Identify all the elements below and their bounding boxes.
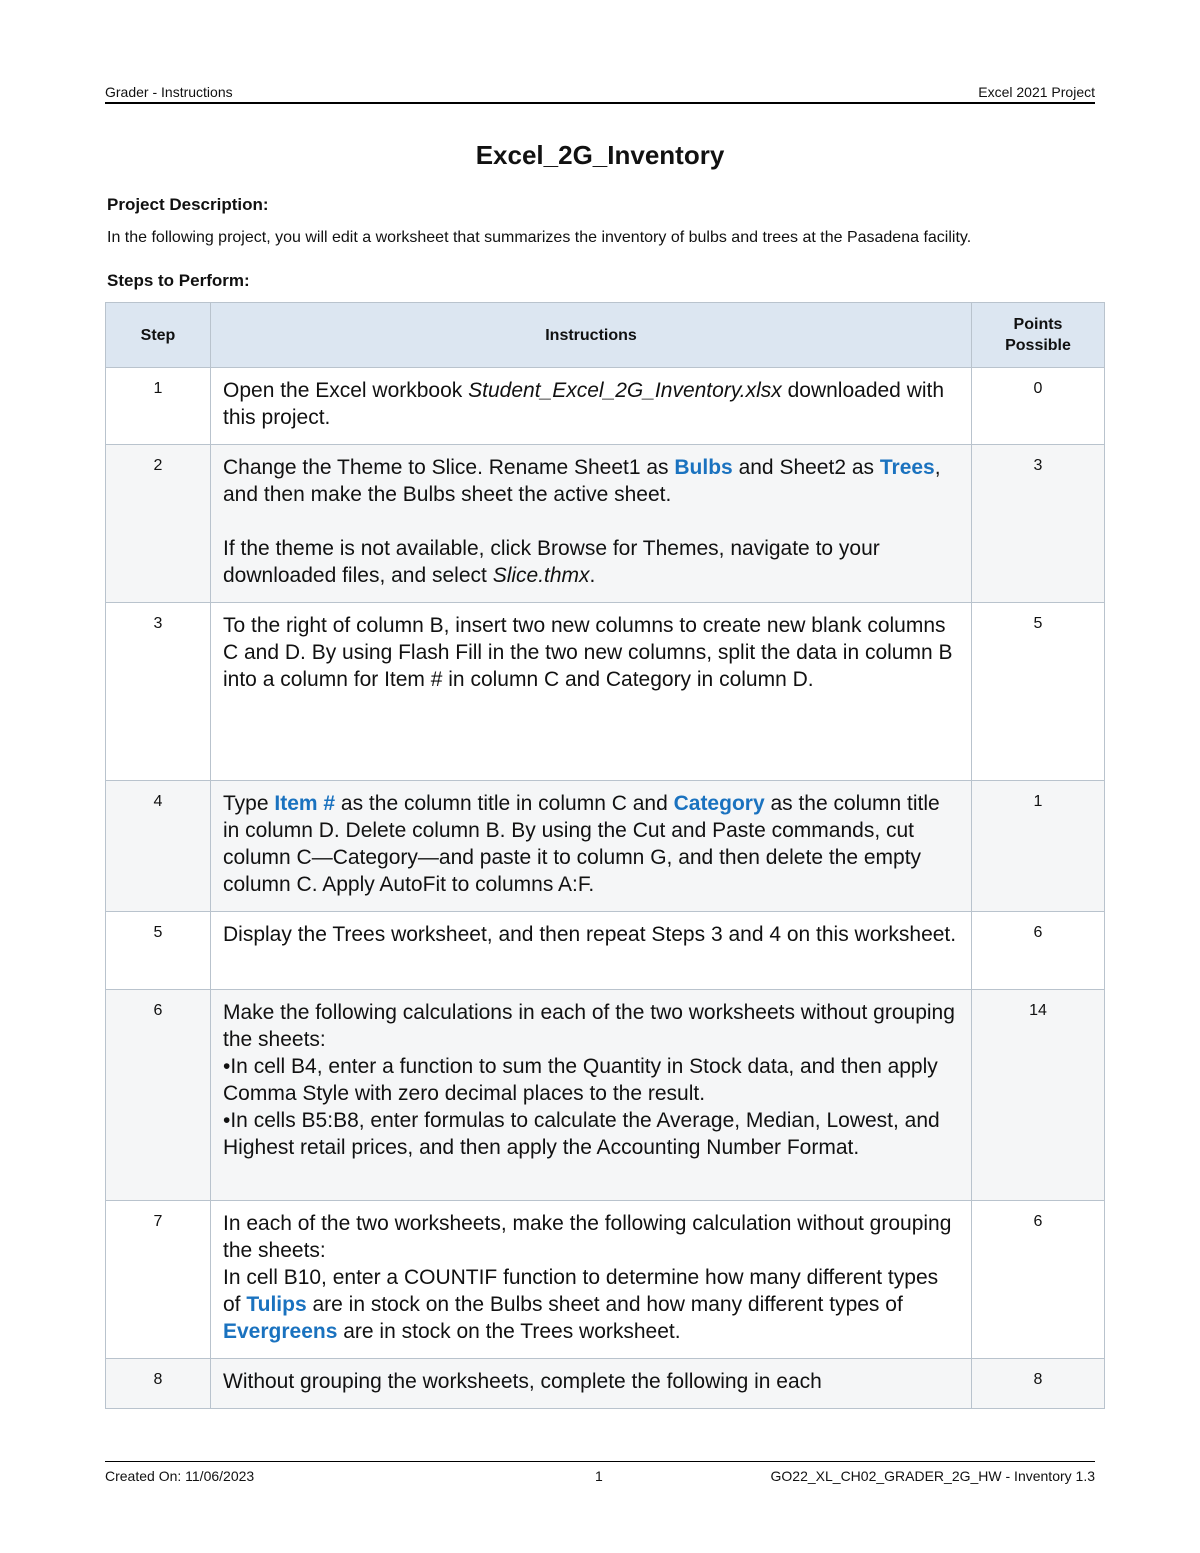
instr-text: In cell B10, enter a COUNTIF function to determine how many different types of [223, 1266, 939, 1316]
step-points: 5 [972, 603, 1105, 781]
header-right-text: Excel 2021 Project [978, 84, 1095, 100]
step-points: 0 [972, 368, 1105, 445]
instr-highlight: Bulbs [674, 456, 733, 479]
footer-document-id: GO22_XL_CH02_GRADER_2G_HW - Inventory 1.3 [770, 1468, 1095, 1484]
step-points: 6 [972, 1201, 1105, 1359]
instructions-column-header: Instructions [211, 303, 972, 368]
table-row [106, 1201, 1105, 1359]
instr-line: Make the following calculations in each of the two worksheets without grouping the sheets: [223, 1001, 955, 1051]
step-instructions [211, 368, 972, 445]
page-footer [105, 1461, 1095, 1488]
table-row [106, 990, 1105, 1201]
step-number: 4 [106, 781, 211, 912]
document-title: Excel_2G_Inventory [475, 140, 725, 170]
table-row [106, 445, 1105, 603]
instr-highlight: Item # [274, 792, 336, 815]
instr-text: downloaded with this project. [223, 379, 945, 429]
step-instructions [211, 781, 972, 912]
instr-text: , and then make the Bulbs sheet the active sheet. [223, 456, 941, 506]
project-description-text: In the following project, you will edit a worksheet that summarizes the inventory of bulbs and trees at the Pasadena facility. [107, 229, 972, 246]
instr-line [223, 1264, 961, 1345]
instr-paragraph [223, 454, 961, 508]
step-number: 3 [106, 603, 211, 781]
instr-highlight: Evergreens [223, 1320, 338, 1343]
instr-text: Change the Theme to Slice. Rename Sheet1 as [223, 456, 675, 479]
step-number: 5 [106, 912, 211, 990]
header-left-text: Grader - Instructions [105, 84, 233, 100]
table-row [106, 1359, 1105, 1409]
step-number: 8 [106, 1359, 211, 1409]
step-number: 1 [106, 368, 211, 445]
instr-text: If the theme is not available, click Browse for Themes, navigate to your downloaded files, and select [223, 537, 880, 587]
instr-text: Open the Excel workbook [223, 379, 469, 402]
step-number: 6 [106, 990, 211, 1201]
footer-page-number: 1 [595, 1468, 603, 1484]
instr-text: as the column title in column D. Delete column B. By using the Cut and Paste commands, cut column C—Category—and paste it to column G, and then delete the empty column C. Apply AutoFit to columns A:F. [223, 792, 940, 896]
step-number: 7 [106, 1201, 211, 1359]
step-instructions: To the right of column B, insert two new columns to create new blank columns C and D. By using Flash Fill in the two new columns, split the data in column B into a column for Item # in column C and Category in column D. [211, 603, 972, 781]
instr-text: and Sheet2 as [732, 456, 880, 479]
step-points: 6 [972, 912, 1105, 990]
instr-bullet: •In cells B5:B8, enter formulas to calculate the Average, Median, Lowest, and Highest retail prices, and then apply the Accounting Number Format. [223, 1109, 940, 1159]
instr-text: are in stock on the Bulbs sheet and how many different types of [306, 1293, 903, 1316]
instr-highlight: Tulips [246, 1293, 307, 1316]
step-instructions [211, 1201, 972, 1359]
instr-line: In each of the two worksheets, make the following calculation without grouping the sheets: [223, 1212, 952, 1262]
instr-text: . [589, 564, 596, 587]
step-instructions: Display the Trees worksheet, and then repeat Steps 3 and 4 on this worksheet. [211, 912, 972, 990]
table-row [106, 368, 1105, 445]
project-description-label: Project Description: [107, 195, 269, 214]
steps-table [105, 302, 1105, 1409]
instr-text: Type [223, 792, 275, 815]
instr-text: as the column title in column C and [335, 792, 674, 815]
instr-filename: Slice.thmx [492, 564, 590, 587]
instr-bullet: •In cell B4, enter a function to sum the Quantity in Stock data, and then apply Comma Style with zero decimal places to the result. [223, 1055, 938, 1105]
footer-created-on: Created On: 11/06/2023 [105, 1468, 255, 1484]
table-row [106, 603, 1105, 781]
instr-filename: Student_Excel_2G_Inventory.xlsx [468, 379, 782, 402]
points-header-line2: Possible [1005, 337, 1071, 354]
step-number: 2 [106, 445, 211, 603]
table-row [106, 781, 1105, 912]
instr-highlight: Category [673, 792, 765, 815]
step-instructions: Without grouping the worksheets, complete the following in each [211, 1359, 972, 1409]
steps-label: Steps to Perform: [107, 271, 250, 290]
step-points: 14 [972, 990, 1105, 1201]
instr-text: are in stock on the Trees worksheet. [337, 1320, 681, 1343]
step-column-header: Step [106, 303, 211, 368]
points-column-header [972, 303, 1105, 368]
table-header-row [106, 303, 1105, 368]
step-points: 3 [972, 445, 1105, 603]
step-points: 1 [972, 781, 1105, 912]
step-instructions [211, 445, 972, 603]
table-row [106, 912, 1105, 990]
points-header-line1: Points [1013, 316, 1063, 333]
step-points: 8 [972, 1359, 1105, 1409]
instr-highlight: Trees [879, 456, 935, 479]
step-instructions [211, 990, 972, 1201]
page-header [105, 82, 1095, 104]
instr-paragraph [223, 535, 961, 589]
